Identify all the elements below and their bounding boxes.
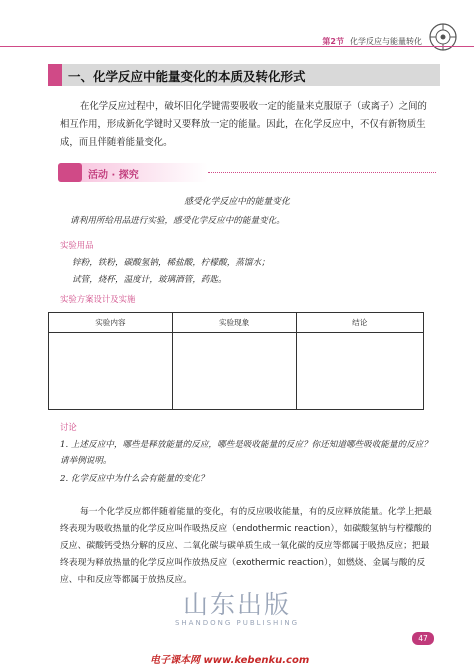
col-header-content: 实验内容 [49,313,173,333]
activity-title: 感受化学反应中的能量变化 [184,197,290,207]
materials-heading: 实验用品 [60,240,94,250]
activity-instruction: 请利用所给用品进行实验，感受化学反应中的能量变化。 [70,216,285,226]
materials-line-1: 锌粉，铁粉，碳酸氢钠，稀盐酸，柠檬酸，蒸馏水； [72,258,270,268]
design-heading: 实验方案设计及实施 [60,294,136,304]
page-number: 47 [412,632,434,645]
activity-banner-tab [58,163,82,182]
publisher-name-en: SHANDONG PUBLISHING [174,619,300,627]
publisher-logo [0,585,474,627]
section-accent [48,64,62,86]
chapter-emblem-icon [428,22,458,52]
body-paragraph: 每一个化学反应都伴随着能量的变化，有的反应吸收能量，有的反应释放能量。化学上把最终表现为吸收热量的化学反应叫作吸热反应（endothermic reaction），如碳酸氢钠与柠檬酸的反应、碳酸钙受热分解的反应、二氧化碳与碳单质生成一氧化碳的反应等都属于吸热反应；把最终表现为释放热量的化学反应叫作放热反应（exothermic reaction），如燃烧、金属与酸的反应、中和反应等都属于放热反应。 [60,507,432,585]
activity-banner [58,163,436,182]
header-section: 第2节 [322,37,344,46]
table-cell-empty [296,333,424,410]
table-cell-empty [172,333,296,410]
header-divider [0,46,474,47]
activity-banner-label: 活动 · 探究 [88,170,139,181]
table-header-row [49,313,424,333]
header-title: 化学反应与能量转化 [350,37,422,46]
discussion-heading: 讨论 [60,422,77,432]
discussion-question-1: 1. 上述反应中，哪些是释放能量的反应，哪些是吸收能量的反应？你还知道哪些吸收能量的反应？请举例说明。 [60,440,432,466]
table-row [49,333,424,410]
publisher-name-cn: 山东出版 [182,590,291,619]
discussion-question-2: 2. 化学反应中为什么会有能量的变化？ [60,474,209,484]
col-header-conclusion: 结论 [296,313,424,333]
activity-banner-dots [208,172,436,173]
col-header-phenomenon: 实验现象 [172,313,296,333]
materials-line-2: 试管，烧杯，温度计，玻璃酒管，药匙。 [72,275,227,285]
experiment-table [48,312,424,410]
intro-paragraph: 在化学反应过程中，破坏旧化学键需要吸收一定的能量来克服原子（或离子）之间的相互作用，形成新化学键时又要释放一定的能量。因此，在化学反应中，不仅有新物质生成，而且伴随着能量变化。 [60,101,427,148]
site-watermark: 电子课本网 www.kebenku.com [150,655,310,666]
section-title-bar [48,64,440,86]
table-cell-empty [49,333,173,410]
section-title: 一、化学反应中能量变化的本质及转化形式 [68,69,306,84]
